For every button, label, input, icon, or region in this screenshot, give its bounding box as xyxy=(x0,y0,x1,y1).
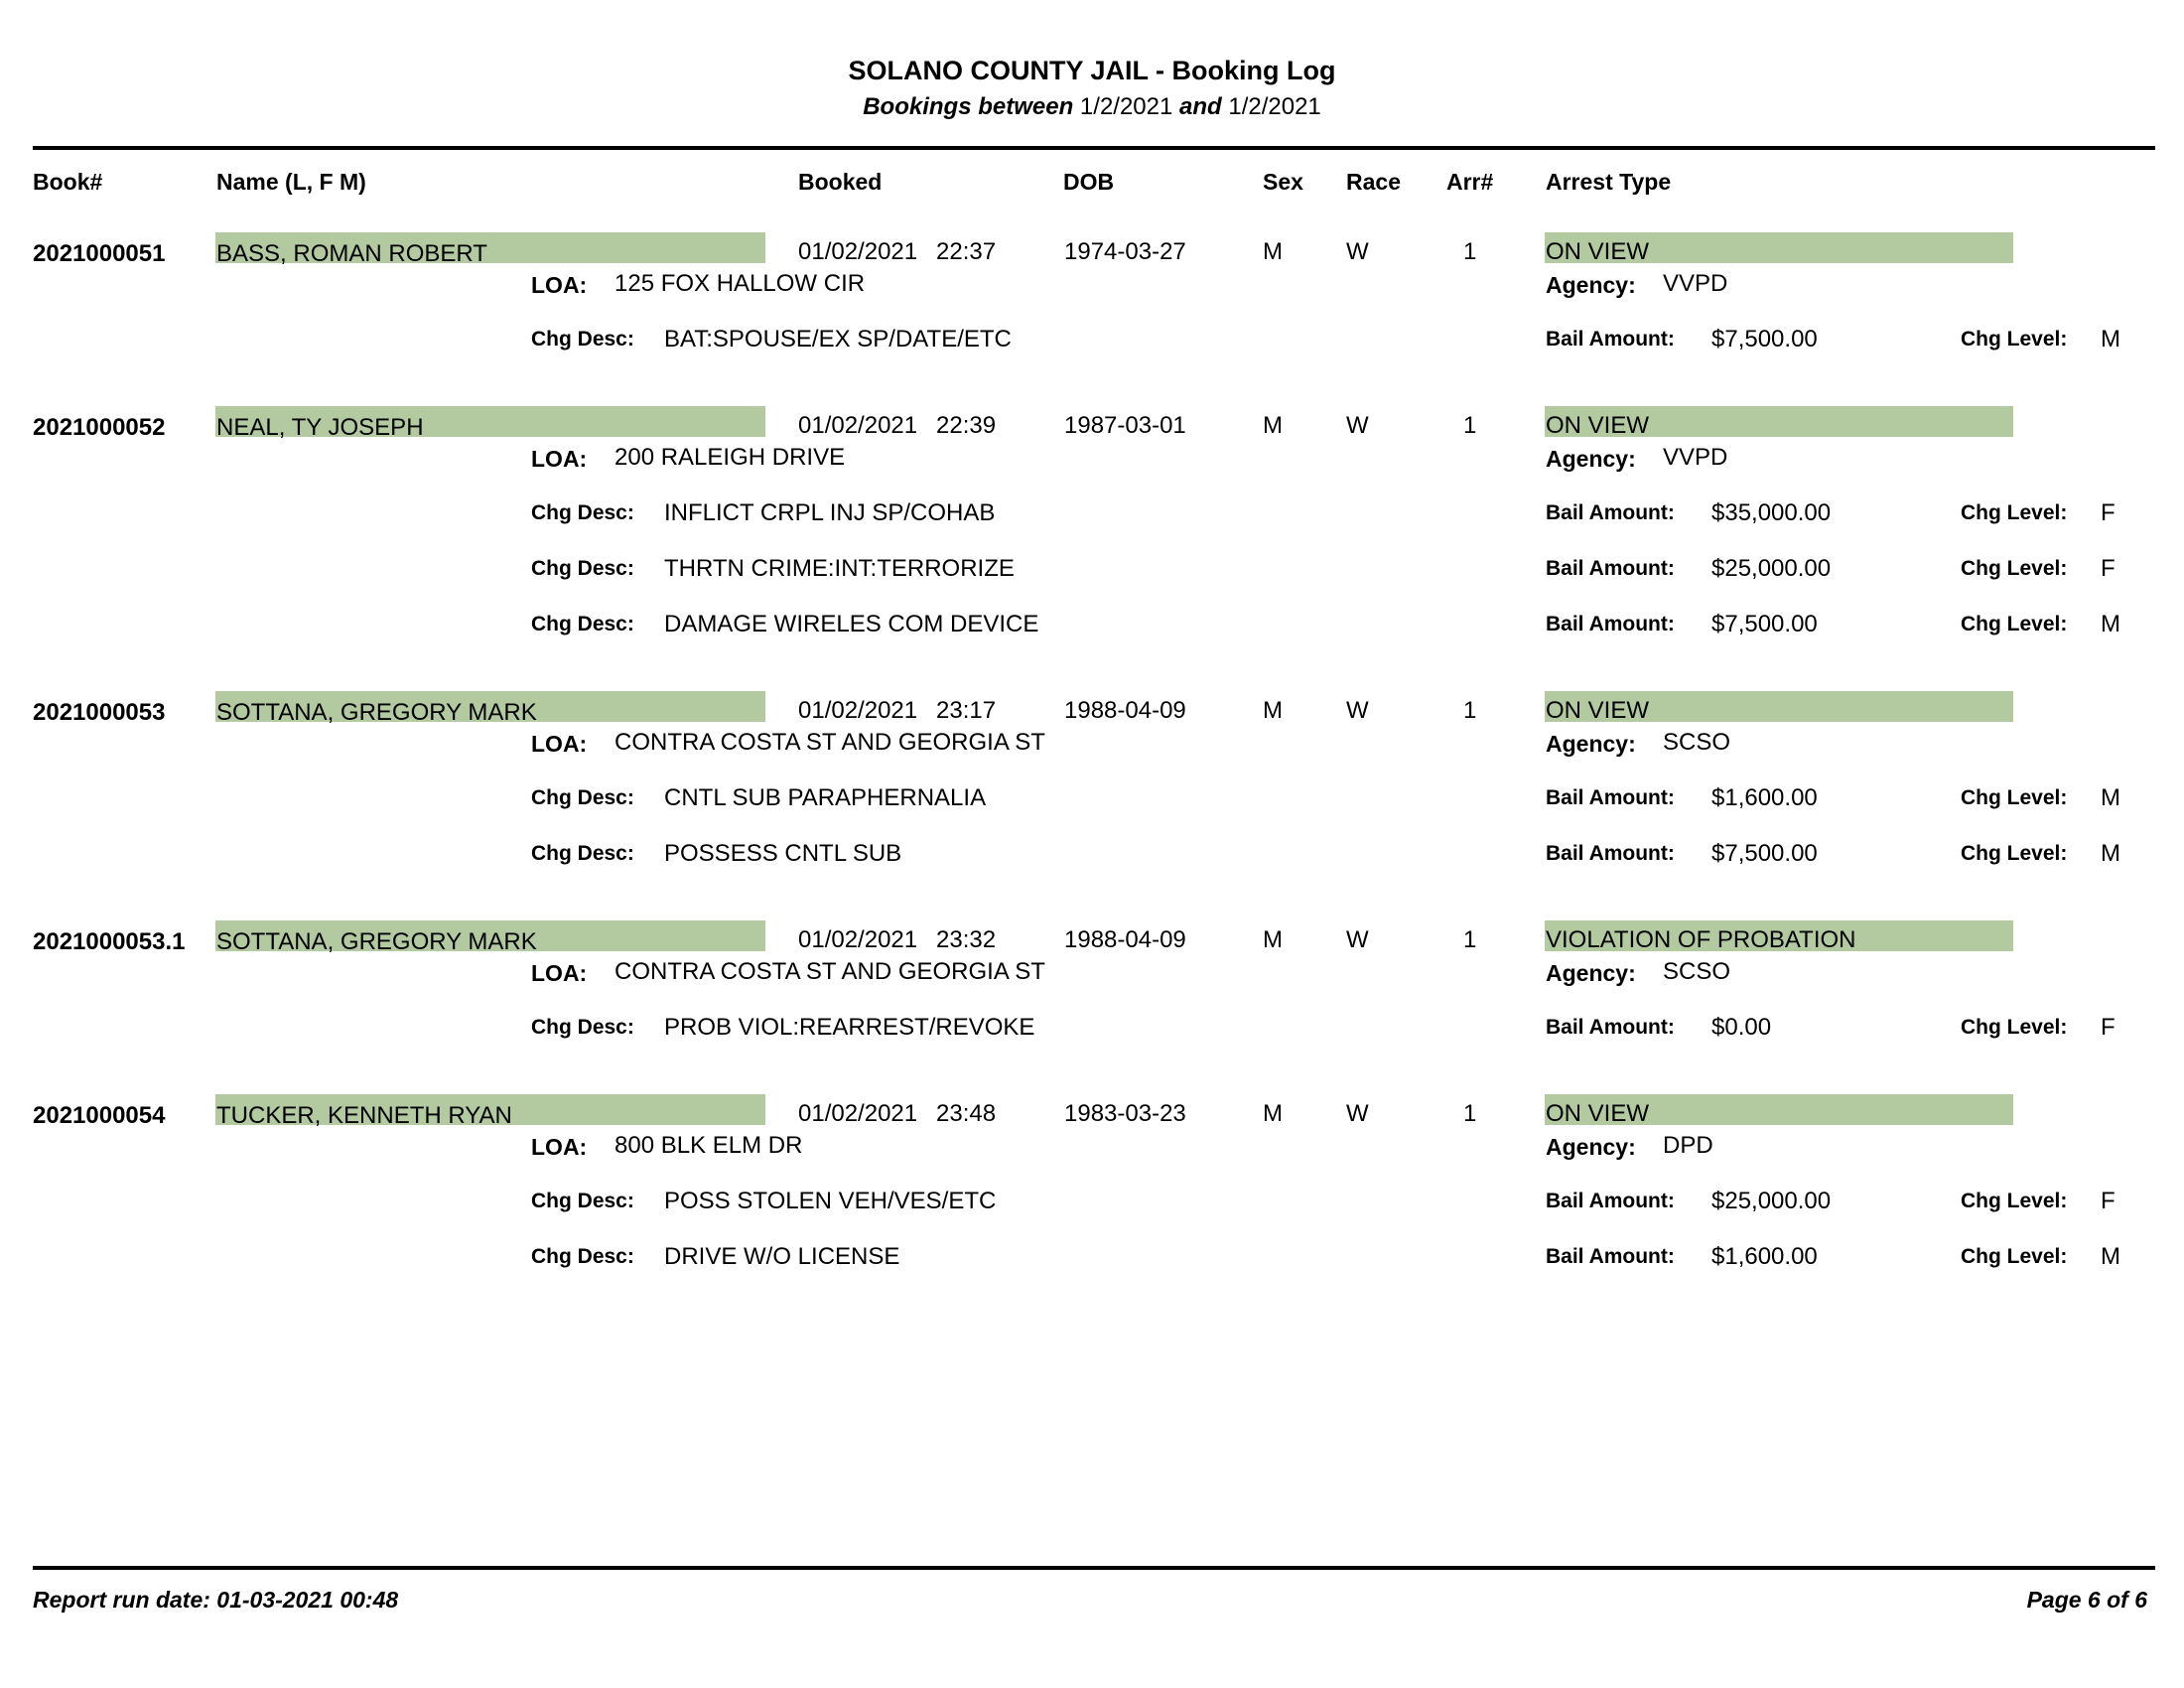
sex: M xyxy=(1263,412,1283,439)
agency-value: VVPD xyxy=(1663,444,1728,471)
subtitle-start-date: 1/2/2021 xyxy=(1079,93,1173,120)
dob: 1988-04-09 xyxy=(1064,697,1186,724)
charge-level-label: Chg Level: xyxy=(1961,786,2068,809)
charge-description: DRIVE W/O LICENSE xyxy=(664,1243,900,1270)
bail-amount: $25,000.00 xyxy=(1711,1188,1832,1214)
charge-level: M xyxy=(2101,326,2120,352)
inmate-name: TUCKER, KENNETH RYAN xyxy=(216,1102,512,1129)
arrest-type: VIOLATION OF PROBATION xyxy=(1546,926,1856,953)
charge-desc-label: Chg Desc: xyxy=(531,501,634,524)
charge-description: CNTL SUB PARAPHERNALIA xyxy=(664,784,987,811)
inmate-name: SOTTANA, GREGORY MARK xyxy=(216,699,537,726)
sex: M xyxy=(1263,697,1283,724)
arrest-type: ON VIEW xyxy=(1546,1100,1650,1127)
bail-amount-label: Bail Amount: xyxy=(1546,613,1675,635)
charge-level: M xyxy=(2101,840,2120,867)
bail-amount-label: Bail Amount: xyxy=(1546,328,1675,351)
book-number: 2021000051 xyxy=(33,240,166,267)
loa-label: LOA: xyxy=(531,446,588,472)
loa-value: 200 RALEIGH DRIVE xyxy=(614,444,846,471)
column-header-sex: Sex xyxy=(1263,169,1303,195)
agency-value: VVPD xyxy=(1663,270,1728,297)
arrest-type: ON VIEW xyxy=(1546,412,1650,439)
booked-time: 23:17 xyxy=(936,697,997,724)
bail-amount-label: Bail Amount: xyxy=(1546,557,1675,580)
booked-date: 01/02/2021 xyxy=(798,926,918,953)
column-header-book: Book# xyxy=(33,169,103,195)
charge-description: PROB VIOL:REARREST/REVOKE xyxy=(664,1014,1035,1041)
column-header-arrest-type: Arrest Type xyxy=(1546,169,1672,195)
book-number: 2021000053 xyxy=(33,699,166,726)
race: W xyxy=(1346,1100,1369,1127)
charge-level: F xyxy=(2101,555,2116,582)
loa-label: LOA: xyxy=(531,960,588,986)
bail-amount: $7,500.00 xyxy=(1711,840,1818,867)
charge-level: M xyxy=(2101,784,2120,811)
page-number: Page 6 of 6 xyxy=(2026,1587,2147,1613)
column-header-arr: Arr# xyxy=(1446,169,1494,195)
charge-desc-label: Chg Desc: xyxy=(531,613,634,635)
subtitle-prefix: Bookings between xyxy=(863,93,1074,120)
loa-value: CONTRA COSTA ST AND GEORGIA ST xyxy=(614,729,1045,756)
sex: M xyxy=(1263,926,1283,953)
sex: M xyxy=(1263,1100,1283,1127)
inmate-name: NEAL, TY JOSEPH xyxy=(216,414,424,441)
charge-level-label: Chg Level: xyxy=(1961,842,2068,865)
book-number: 2021000052 xyxy=(33,414,166,441)
header-rule xyxy=(33,146,2155,150)
booked-time: 23:48 xyxy=(936,1100,997,1127)
book-number: 2021000054 xyxy=(33,1102,166,1129)
charge-level-label: Chg Level: xyxy=(1961,1245,2068,1268)
race: W xyxy=(1346,238,1369,265)
bail-amount-label: Bail Amount: xyxy=(1546,1016,1675,1039)
loa-value: CONTRA COSTA ST AND GEORGIA ST xyxy=(614,958,1045,985)
column-header-race: Race xyxy=(1346,169,1401,195)
charge-desc-label: Chg Desc: xyxy=(531,842,634,865)
charge-description: POSSESS CNTL SUB xyxy=(664,840,902,867)
arrest-number: 1 xyxy=(1463,412,1477,439)
inmate-name: BASS, ROMAN ROBERT xyxy=(216,240,487,267)
booked-date: 01/02/2021 xyxy=(798,238,918,265)
arrest-number: 1 xyxy=(1463,1100,1477,1127)
dob: 1988-04-09 xyxy=(1064,926,1186,953)
sex: M xyxy=(1263,238,1283,265)
bail-amount-label: Bail Amount: xyxy=(1546,786,1675,809)
bail-amount-label: Bail Amount: xyxy=(1546,501,1675,524)
charge-level-label: Chg Level: xyxy=(1961,501,2068,524)
agency-value: SCSO xyxy=(1663,958,1731,985)
arrest-number: 1 xyxy=(1463,926,1477,953)
charge-level: M xyxy=(2101,1243,2120,1270)
agency-value: DPD xyxy=(1663,1132,1713,1159)
agency-label: Agency: xyxy=(1546,446,1636,472)
loa-value: 800 BLK ELM DR xyxy=(614,1132,803,1159)
subtitle-end-date: 1/2/2021 xyxy=(1228,93,1321,120)
charge-level-label: Chg Level: xyxy=(1961,613,2068,635)
inmate-name: SOTTANA, GREGORY MARK xyxy=(216,928,537,955)
column-header-booked: Booked xyxy=(798,169,883,195)
agency-label: Agency: xyxy=(1546,731,1636,757)
agency-value: SCSO xyxy=(1663,729,1731,756)
footer-rule xyxy=(33,1566,2155,1570)
booked-date: 01/02/2021 xyxy=(798,412,918,439)
charge-level: F xyxy=(2101,1014,2116,1041)
race: W xyxy=(1346,412,1369,439)
bail-amount-label: Bail Amount: xyxy=(1546,842,1675,865)
charge-level: F xyxy=(2101,1188,2116,1214)
charge-level-label: Chg Level: xyxy=(1961,328,2068,351)
race: W xyxy=(1346,697,1369,724)
agency-label: Agency: xyxy=(1546,272,1636,298)
report-subtitle xyxy=(0,93,2184,121)
booked-date: 01/02/2021 xyxy=(798,1100,918,1127)
arrest-type: ON VIEW xyxy=(1546,697,1650,724)
bail-amount: $25,000.00 xyxy=(1711,555,1832,582)
charge-desc-label: Chg Desc: xyxy=(531,1245,634,1268)
bail-amount: $1,600.00 xyxy=(1711,1243,1818,1270)
book-number: 2021000053.1 xyxy=(33,928,186,955)
charge-level-label: Chg Level: xyxy=(1961,557,2068,580)
report-run-date: Report run date: 01-03-2021 00:48 xyxy=(33,1587,399,1613)
arrest-number: 1 xyxy=(1463,238,1477,265)
loa-label: LOA: xyxy=(531,272,588,298)
charge-level: F xyxy=(2101,499,2116,526)
charge-desc-label: Chg Desc: xyxy=(531,1016,634,1039)
charge-description: POSS STOLEN VEH/VES/ETC xyxy=(664,1188,997,1214)
bail-amount: $7,500.00 xyxy=(1711,611,1818,637)
booked-time: 23:32 xyxy=(936,926,997,953)
column-header-name: Name (L, F M) xyxy=(216,169,366,195)
loa-label: LOA: xyxy=(531,1134,588,1160)
dob: 1974-03-27 xyxy=(1064,238,1186,265)
charge-desc-label: Chg Desc: xyxy=(531,786,634,809)
loa-label: LOA: xyxy=(531,731,588,757)
charge-level-label: Chg Level: xyxy=(1961,1190,2068,1212)
column-header-dob: DOB xyxy=(1063,169,1115,195)
dob: 1987-03-01 xyxy=(1064,412,1186,439)
charge-level: M xyxy=(2101,611,2120,637)
charge-description: INFLICT CRPL INJ SP/COHAB xyxy=(664,499,996,526)
charge-desc-label: Chg Desc: xyxy=(531,328,634,351)
charge-desc-label: Chg Desc: xyxy=(531,557,634,580)
arrest-number: 1 xyxy=(1463,697,1477,724)
charge-description: DAMAGE WIRELES COM DEVICE xyxy=(664,611,1039,637)
bail-amount: $0.00 xyxy=(1711,1014,1772,1041)
booked-time: 22:39 xyxy=(936,412,997,439)
booked-time: 22:37 xyxy=(936,238,997,265)
race: W xyxy=(1346,926,1369,953)
loa-value: 125 FOX HALLOW CIR xyxy=(614,270,866,297)
booked-date: 01/02/2021 xyxy=(798,697,918,724)
charge-level-label: Chg Level: xyxy=(1961,1016,2068,1039)
agency-label: Agency: xyxy=(1546,960,1636,986)
bail-amount: $1,600.00 xyxy=(1711,784,1818,811)
dob: 1983-03-23 xyxy=(1064,1100,1186,1127)
bail-amount: $35,000.00 xyxy=(1711,499,1832,526)
report-title: SOLANO COUNTY JAIL - Booking Log xyxy=(848,56,1336,85)
subtitle-and: and xyxy=(1179,93,1222,120)
bail-amount-label: Bail Amount: xyxy=(1546,1245,1675,1268)
agency-label: Agency: xyxy=(1546,1134,1636,1160)
arrest-type: ON VIEW xyxy=(1546,238,1650,265)
charge-description: THRTN CRIME:INT:TERRORIZE xyxy=(664,555,1015,582)
bail-amount-label: Bail Amount: xyxy=(1546,1190,1675,1212)
bail-amount: $7,500.00 xyxy=(1711,326,1818,352)
charge-description: BAT:SPOUSE/EX SP/DATE/ETC xyxy=(664,326,1012,352)
charge-desc-label: Chg Desc: xyxy=(531,1190,634,1212)
